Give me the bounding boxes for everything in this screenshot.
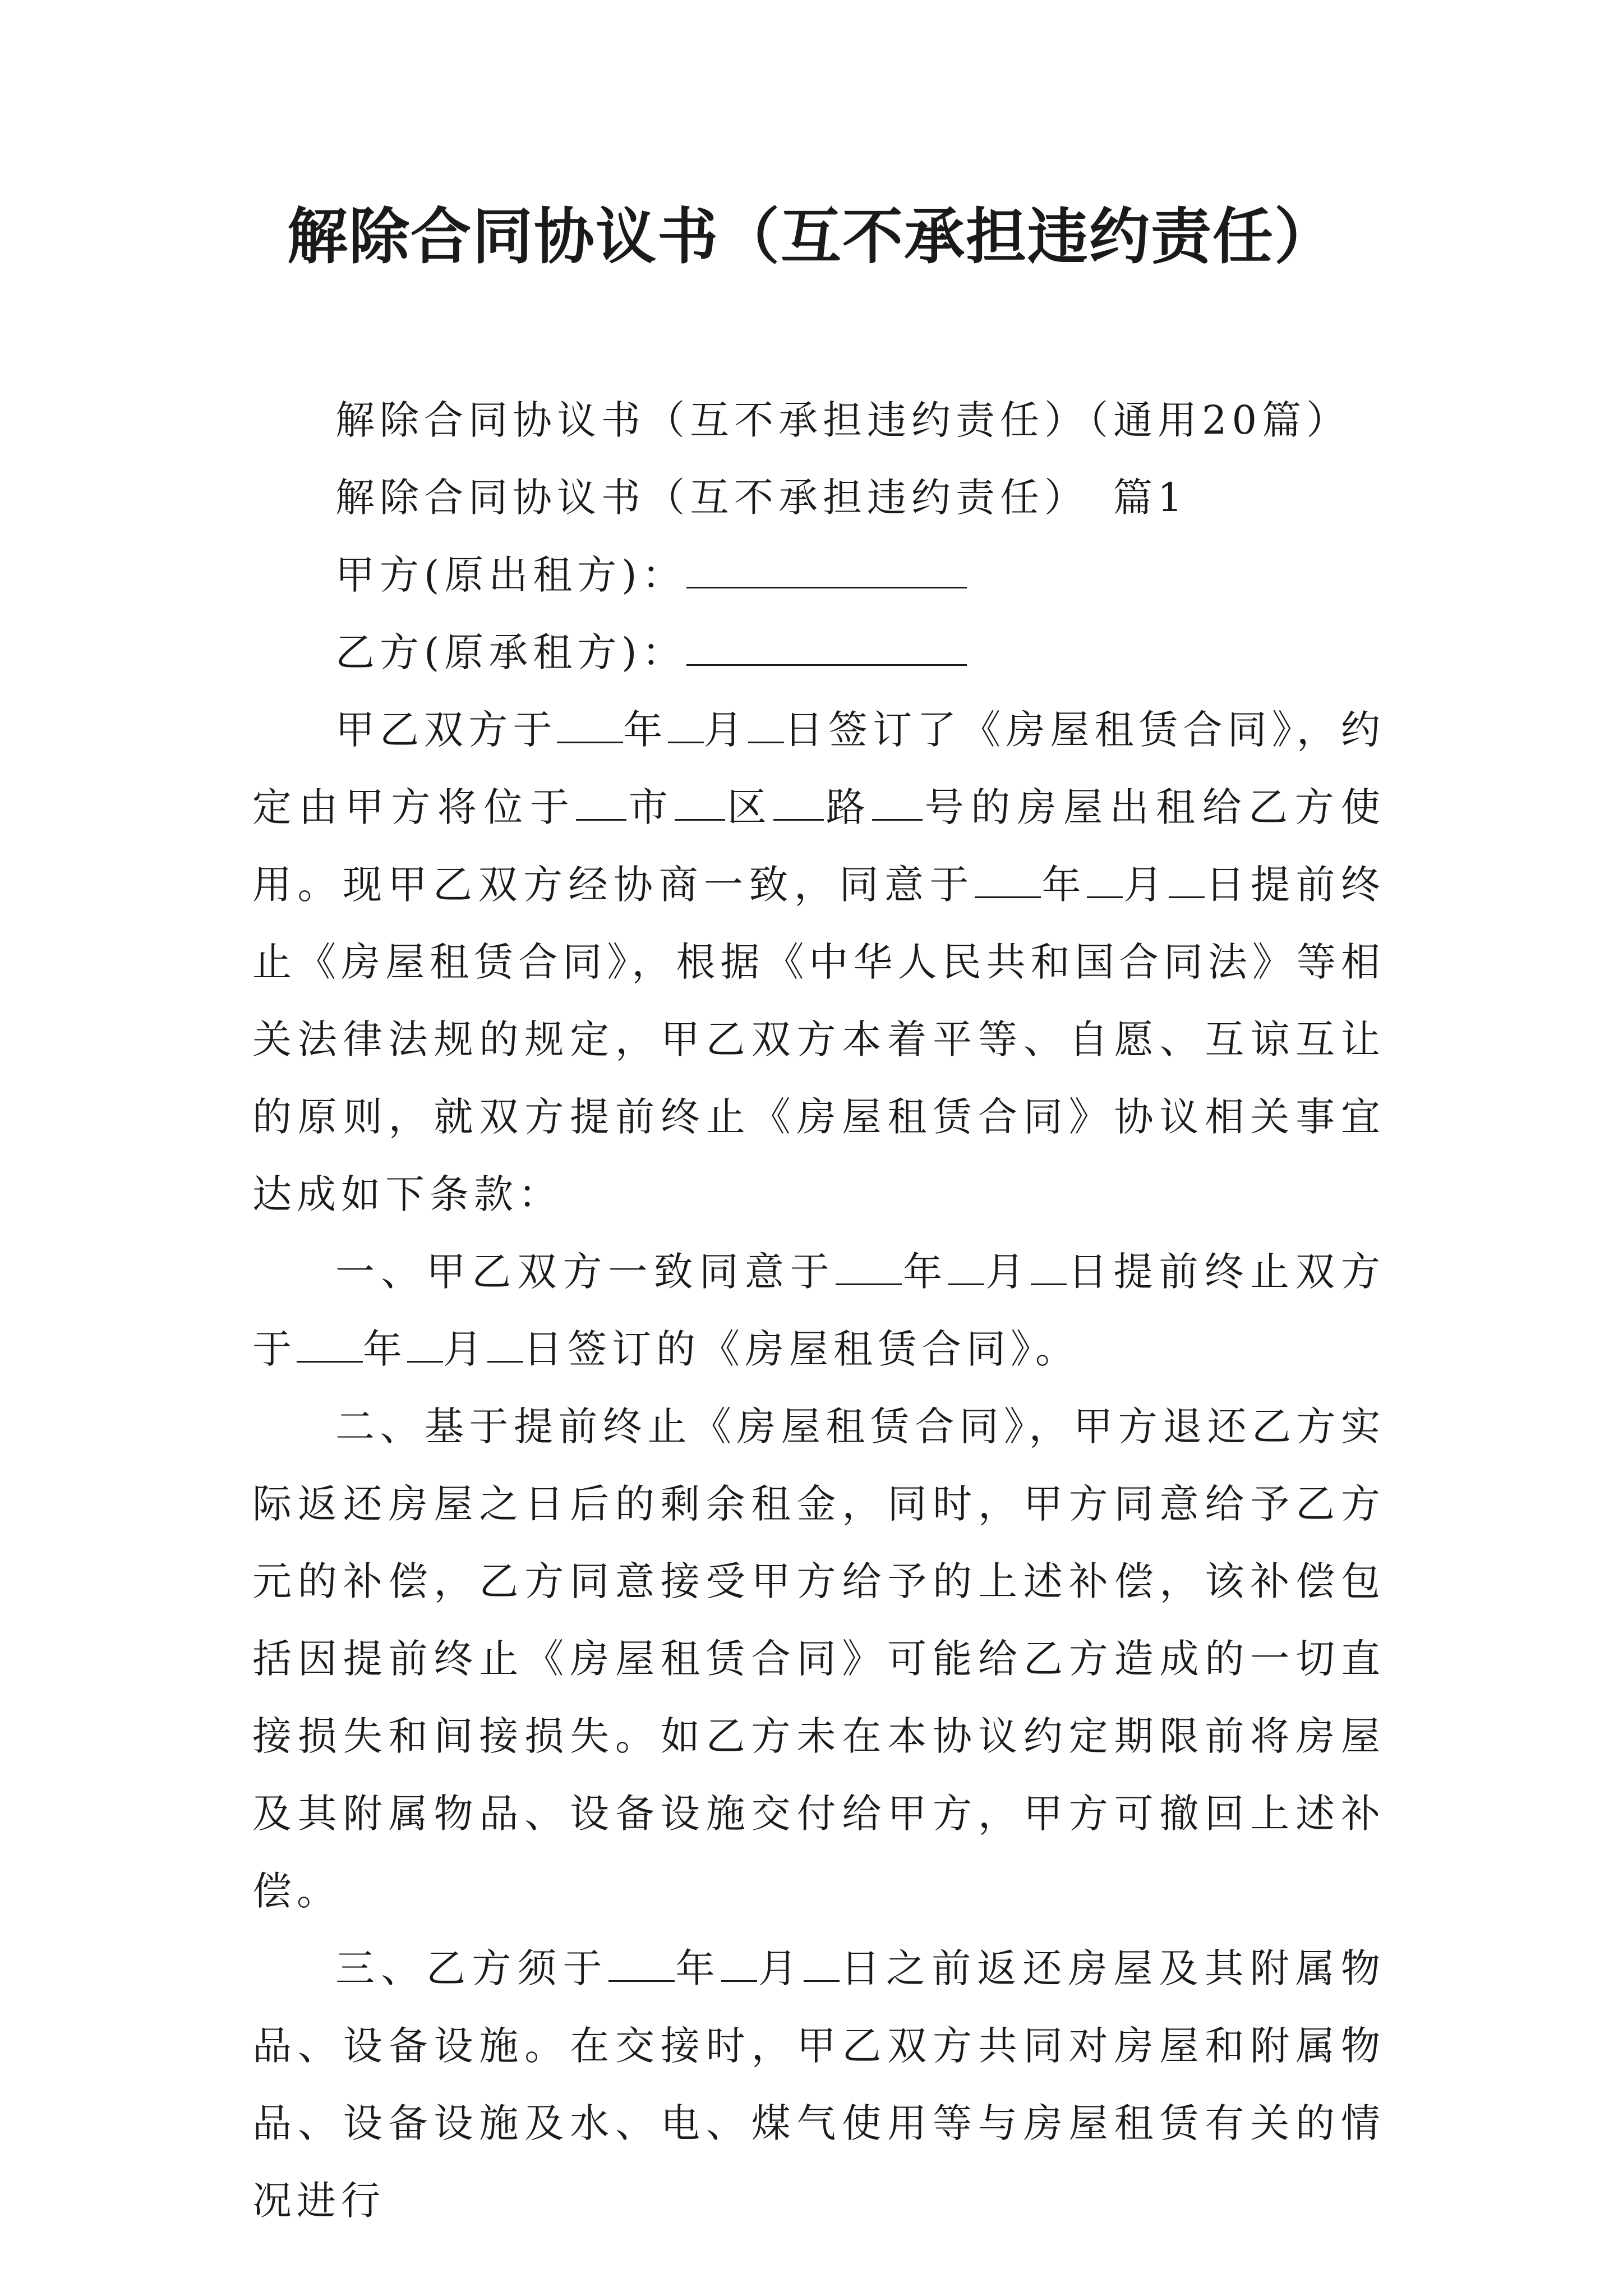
text-run: 月 <box>443 1326 487 1372</box>
party-b-blank <box>686 632 967 666</box>
text-run: 一、甲乙双方一致同意于 <box>335 1249 836 1295</box>
blank-year <box>557 709 623 743</box>
party-b-label: 乙方(原承租方)： <box>335 629 686 675</box>
section-heading: 解除合同协议书（互不承担违约责任） 篇1 <box>335 475 1188 521</box>
paragraph-clause-3 <box>252 1930 1385 2239</box>
document-body <box>252 381 1385 2239</box>
text-run: 年 <box>363 1326 407 1372</box>
blank-year <box>608 1948 675 1982</box>
blank-district <box>675 786 725 821</box>
text-run: 区 <box>725 784 774 830</box>
subtitle-line <box>252 381 1385 459</box>
text-run: 日提前终止双方于 <box>252 1249 1386 1372</box>
text-run: 路 <box>824 784 873 830</box>
blank-city <box>576 786 626 821</box>
text-run: 市 <box>626 784 675 830</box>
blank-road <box>773 786 824 821</box>
text-run: 甲乙双方于 <box>335 707 557 753</box>
paragraph-clause-2: 二、基于提前终止《房屋租赁合同》，甲方退还乙方实际返还房屋之日后的剩余租金，同时，甲方同意给予乙方元的补偿，乙方同意接受甲方给予的上述补偿，该补偿包括因提前终止《房屋租赁合同》可能给乙方造成的一切直接损失和间接损失。如乙方未在本协议约定期限前将房屋及其附属物品、设备设施交付给甲方，甲方可撤回上述补偿。 <box>252 1404 1385 1914</box>
blank-month <box>407 1328 443 1363</box>
party-a-blank <box>686 554 967 588</box>
text-run: 月 <box>1123 862 1169 908</box>
text-run: 年 <box>1041 862 1087 908</box>
blank-year <box>297 1328 363 1363</box>
blank-month <box>1087 864 1123 898</box>
text-run: 月 <box>757 1945 804 1991</box>
text-run: 年 <box>674 1945 721 1991</box>
text-run: 日提前终止《房屋租赁合同》，根据《中华人民共和国合同法》等相关法律法规的规定，甲乙双方本着平等、自愿、互谅互让的原则，就双方提前终止《房屋租赁合同》协议相关事宜达成如下条款： <box>252 862 1385 1217</box>
text-run: 日之前返还房屋及其附属物品、设备设施。在交接时，甲乙双方共同对房屋和附属物品、设备设施及水、电、煤气使用等与房屋租赁有关的情况进行 <box>252 1945 1386 2224</box>
blank-month <box>668 709 704 743</box>
blank-month <box>721 1948 757 1982</box>
blank-year <box>836 1251 902 1285</box>
blank-day <box>487 1328 523 1363</box>
text-run: 月 <box>984 1249 1031 1295</box>
blank-day <box>804 1948 840 1982</box>
party-a-line <box>252 536 1385 614</box>
text-run: 月 <box>703 707 748 753</box>
party-a-label: 甲方(原出租方)： <box>335 552 686 598</box>
text-run: 日签订的《房屋租赁合同》。 <box>523 1326 1080 1372</box>
blank-number <box>872 786 923 821</box>
blank-month <box>948 1251 984 1285</box>
text-run: 年 <box>902 1249 949 1295</box>
text-run: 日签订了《房屋租赁合同》，约定由甲方将位于 <box>252 707 1386 830</box>
blank-day <box>1031 1251 1067 1285</box>
blank-year <box>975 864 1041 898</box>
party-b-line <box>252 614 1385 691</box>
page-title: 解除合同协议书（互不承担违约责任） <box>287 201 1336 272</box>
text-run: 三、乙方须于 <box>335 1945 608 1991</box>
blank-day <box>1169 864 1205 898</box>
paragraph-clause-1 <box>252 1233 1385 1388</box>
blank-day <box>748 709 784 743</box>
section-heading-line <box>252 459 1385 536</box>
text-run: 年 <box>623 707 668 753</box>
paragraph-intro <box>252 691 1385 1233</box>
text-run: 号的房屋出租给乙方使用。现甲乙双方经协商一致，同意于 <box>252 784 1386 908</box>
subtitle: 解除合同协议书（互不承担违约责任）（通用20篇） <box>335 397 1351 443</box>
